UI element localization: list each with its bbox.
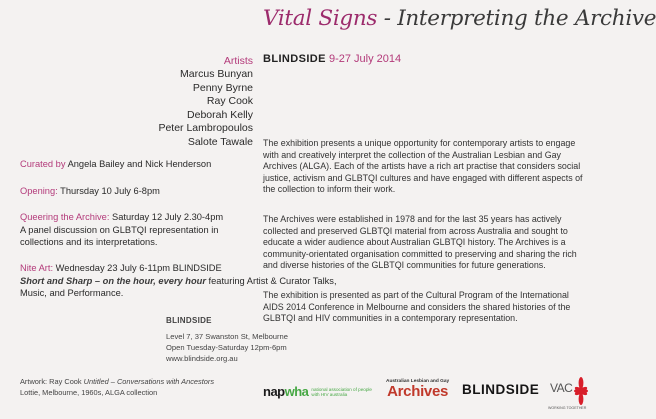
venue-hours: Open Tuesday-Saturday 12pm-6pm — [166, 343, 287, 352]
nite-art-label: Nite Art: — [20, 263, 54, 273]
napwha-subtitle: national association of people with HIV australia — [311, 386, 372, 397]
napwha-logo-b: wha — [284, 384, 309, 399]
exhibition-dates: 9-27 July 2014 — [328, 53, 402, 65]
venue-name: BLINDSIDE — [166, 316, 212, 325]
venue-address: Level 7, 37 Swanston St, Melbourne — [166, 332, 288, 341]
alga-logo-small: Australian Lesbian and Gay — [386, 379, 450, 384]
alga-logo-big: Archives — [387, 383, 449, 400]
venue-website[interactable]: www.blindside.org.au — [166, 354, 238, 363]
artist-name: Salote Tawale — [187, 135, 253, 148]
napwha-logo — [263, 384, 373, 399]
paragraph-exhibition: The exhibition presents a unique opportunity for contemporary artists to engage with and creatively interpret the collection of the Australian Lesbian and Gay Archives (ALGA). Each of the artists have a rich art practise that considers social justice, activism and GLBTQI cultures and have engaged with different aspects of the collection to inform their work. — [263, 138, 583, 195]
artwork-details: Lottie, Melbourne, 1960s, ALGA collection — [20, 387, 158, 397]
artist-name: Deborah Kelly — [187, 108, 253, 121]
queering-desc-2: collections and its interpretations. — [20, 237, 158, 248]
curated-by — [20, 159, 211, 169]
paragraph-archives: The Archives were established in 1978 and for the last 35 years has actively collected and preserved GLBTQI material from across Australia and sought to educate a wider audience about Australian GLBTQI history. The Archives is a community-orientated organisation committed to preserving and sharing the rich and diverse histories of the GLBTQI communities for future generations. — [263, 214, 577, 271]
nite-art-highlight: Short and Sharp – on the hour, every hour — [20, 275, 206, 286]
page-title — [263, 6, 656, 31]
paragraph-program: The exhibition is presented as part of the Cultural Program of the International AIDS 2014 Conference in Melbourne and considers the shared histories of the GLBTQI and HIV communities in a contemporary representation. — [263, 290, 571, 324]
artist-name: Ray Cook — [206, 95, 253, 108]
vac-star-icon — [570, 377, 592, 405]
artists-list — [158, 68, 253, 150]
gallery-dates — [263, 53, 401, 65]
artist-name: Marcus Bunyan — [180, 68, 253, 80]
opening-value: Thursday 10 July 6-8pm — [60, 186, 160, 196]
blindside-logo: BLINDSIDE — [462, 382, 540, 397]
queering-desc-1: A panel discussion on GLBTQI representation in — [20, 224, 219, 235]
vac-logo-text: VAC — [550, 381, 573, 395]
artwork-credit — [20, 377, 260, 399]
opening-label: Opening: — [20, 186, 58, 196]
vac-logo — [550, 377, 592, 413]
queering-value: Saturday 12 July 2.30-4pm — [112, 212, 224, 222]
nite-art-value: Wednesday 23 July 6-11pm BLINDSIDE — [55, 263, 222, 273]
artwork-title: Untitled – Conversations with Ancestors — [83, 377, 215, 386]
queering-info — [20, 211, 223, 249]
artist-name: Penny Byrne — [192, 81, 253, 94]
queering-label: Queering the Archive: — [20, 212, 110, 222]
gallery-name: BLINDSIDE — [263, 53, 326, 65]
nite-art-rest: featuring Artist & Curator Talks, Music, and Performance. — [20, 275, 337, 299]
artwork-prefix: Artwork: Ray Cook — [20, 377, 82, 386]
artists-heading: Artists — [223, 55, 253, 67]
curated-label: Curated by — [20, 159, 66, 169]
vac-caption: WORKING TOGETHER — [548, 406, 587, 410]
curated-value: Angela Bailey and Nick Henderson — [67, 159, 212, 169]
title-sub: - Interpreting the Archive — [377, 6, 656, 31]
title-main: Vital Signs — [263, 6, 378, 31]
alga-logo — [386, 379, 449, 400]
artist-name: Peter Lambropoulos — [158, 122, 253, 135]
opening-info — [20, 186, 160, 196]
napwha-logo-a: nap — [263, 384, 285, 399]
